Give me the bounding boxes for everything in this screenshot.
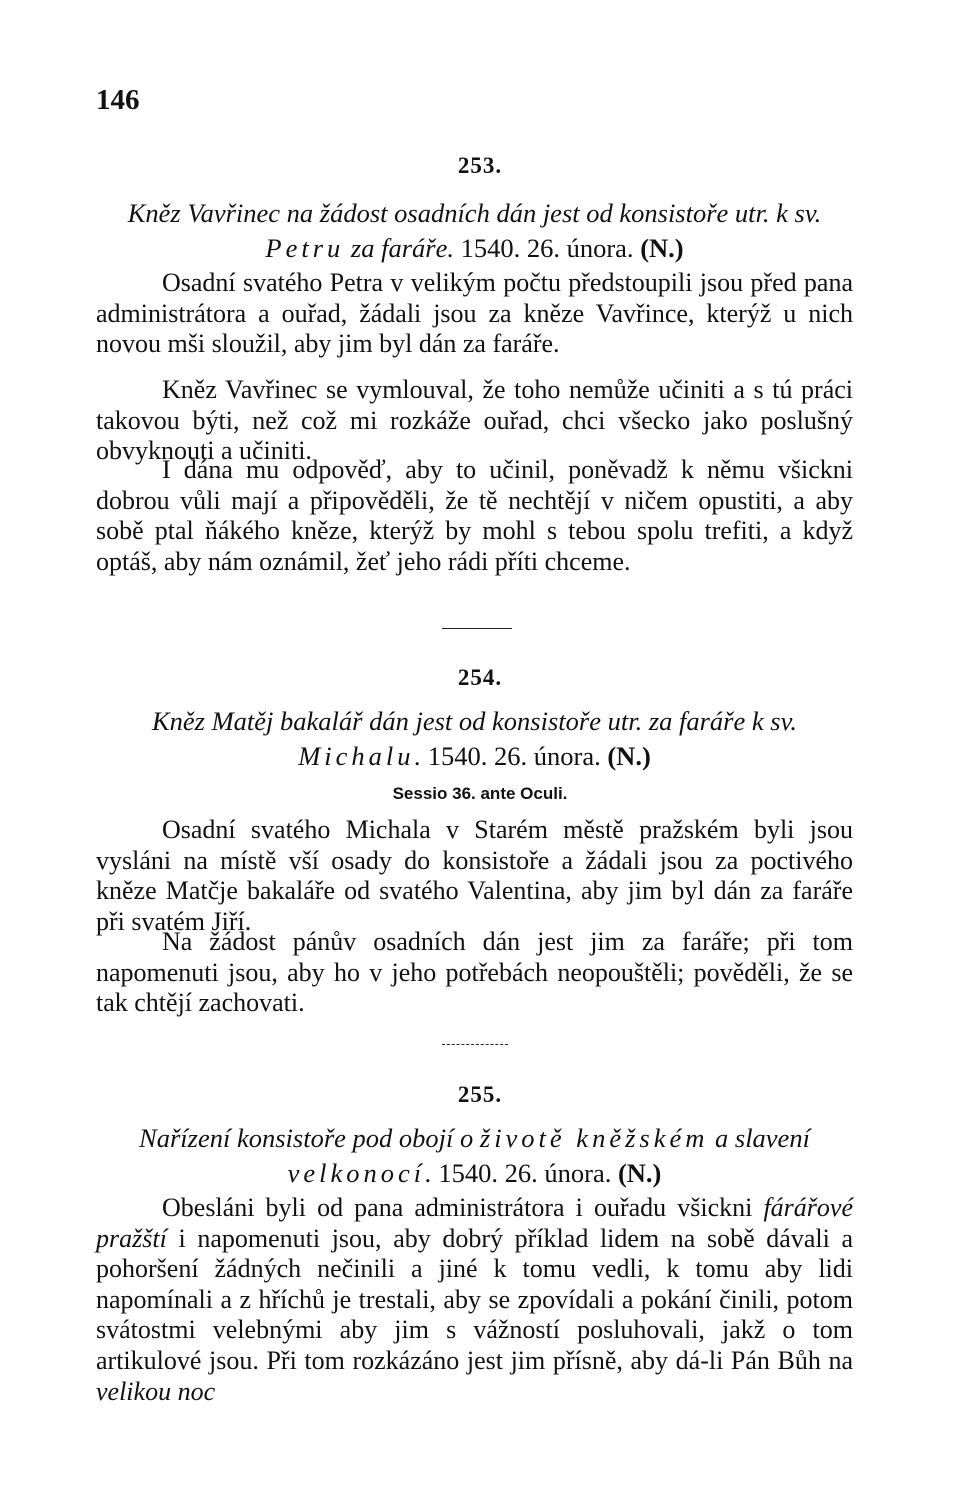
paragraph: I dána mu odpověď, aby to učinil, poněvadž k němu všickni dobrou vůli mají a připověděli, že tě nechtějí v ničem opustiti, a aby sobě ptal ňákého kněze, kterýž by mohl s tebou spolu trefiti, a když optáš, aby nám oznámil, žeť jeho rádi příti chceme.	[96, 455, 853, 576]
section-divider	[442, 1044, 508, 1045]
paragraph: Osadní svatého Michala v Starém městě pražském byli jsou vysláni na místě vší osady do konsistoře a žádali jsou za poctivého kněze Matčje bakaláře od svatého Valentina, aby jim byl dán za faráře při svatém Jiří.	[96, 815, 853, 936]
heading-text: Kněz Vavřinec na žádost osadních dán jest od konsistoře utr. k sv.	[127, 198, 822, 228]
heading-text: .	[414, 741, 422, 771]
heading-date: 1540. 26. února.	[453, 233, 641, 263]
document-number-253: 253.	[457, 153, 503, 178]
heading-spaced-name: Michalu	[298, 741, 415, 771]
heading-text: Kněz Matěj bakalář dán jest od konsistoře utr. za faráře k sv.	[151, 706, 798, 736]
document-heading-254	[96, 704, 853, 774]
heading-spaced-phrase: velkonocí	[287, 1158, 426, 1188]
paragraph: Na žádost pánův osadních dán jest jim za faráře; při tom napomenuti jsou, aby ho v jeho potřebách neopouštěli; pověděli, že se tak chtějí zachovati.	[96, 927, 853, 1018]
heading-text: za faráře.	[344, 233, 454, 263]
paragraph-italic-text: velikou noc	[96, 1376, 216, 1406]
document-heading-255	[96, 1121, 853, 1191]
heading-text: Nařízení konsistoře pod obojí o	[139, 1123, 480, 1153]
heading-date: 1540. 26. února.	[431, 1158, 618, 1188]
paragraph	[96, 1193, 853, 1407]
document-number-255: 255.	[457, 1082, 503, 1107]
paragraph-italic-text: fárářové pražští	[96, 1193, 853, 1253]
document-number-254: 254.	[457, 665, 503, 690]
heading-source: (N.)	[617, 1158, 662, 1188]
session-note: Sessio 36. ante Oculi.	[392, 784, 568, 803]
section-divider	[442, 628, 512, 629]
heading-text: a slavení	[708, 1123, 810, 1153]
heading-source: (N.)	[640, 233, 684, 263]
heading-text: .	[425, 1158, 432, 1188]
paragraph-text: Obesláni byli od pana administrátora i ouřadu všickni	[162, 1193, 764, 1222]
heading-source: (N.)	[607, 741, 651, 771]
heading-date: 1540. 26. února.	[421, 741, 608, 771]
document-heading-253	[96, 196, 853, 266]
page-number: 146	[96, 84, 140, 116]
paragraph-text: i napomenuti jsou, aby dobrý příklad lidem na sobě dávali a pohoršení žádných nečinili a jiné k tomu vedli, k tomu aby lidi napomínali a z hříchů je trestali, aby se zpovídali a pokání činili, potom svátostmi velebnými aby jim s vážností posluhovali, jakž o tom artikulové jsou. Při tom rozkázáno jest jim přísně, aby dá-li Pán Bůh na	[96, 1223, 853, 1375]
heading-spaced-name: Petru	[265, 233, 345, 263]
paragraph: Kněz Vavřinec se vymlouval, že toho nemůže učiniti a s tú práci takovou býti, než což mi rozkáže ouřad, chci všecko jako poslušný obvyknouti a učiniti.	[96, 375, 853, 466]
heading-spaced-phrase: životě kněžském	[479, 1123, 709, 1153]
paragraph: Osadní svatého Petra v velikým počtu předstoupili jsou před pana administrátora a ouřad, žádali jsou za kněze Vavřince, kterýž u nich novou mši sloužil, aby jim byl dán za faráře.	[96, 268, 853, 359]
